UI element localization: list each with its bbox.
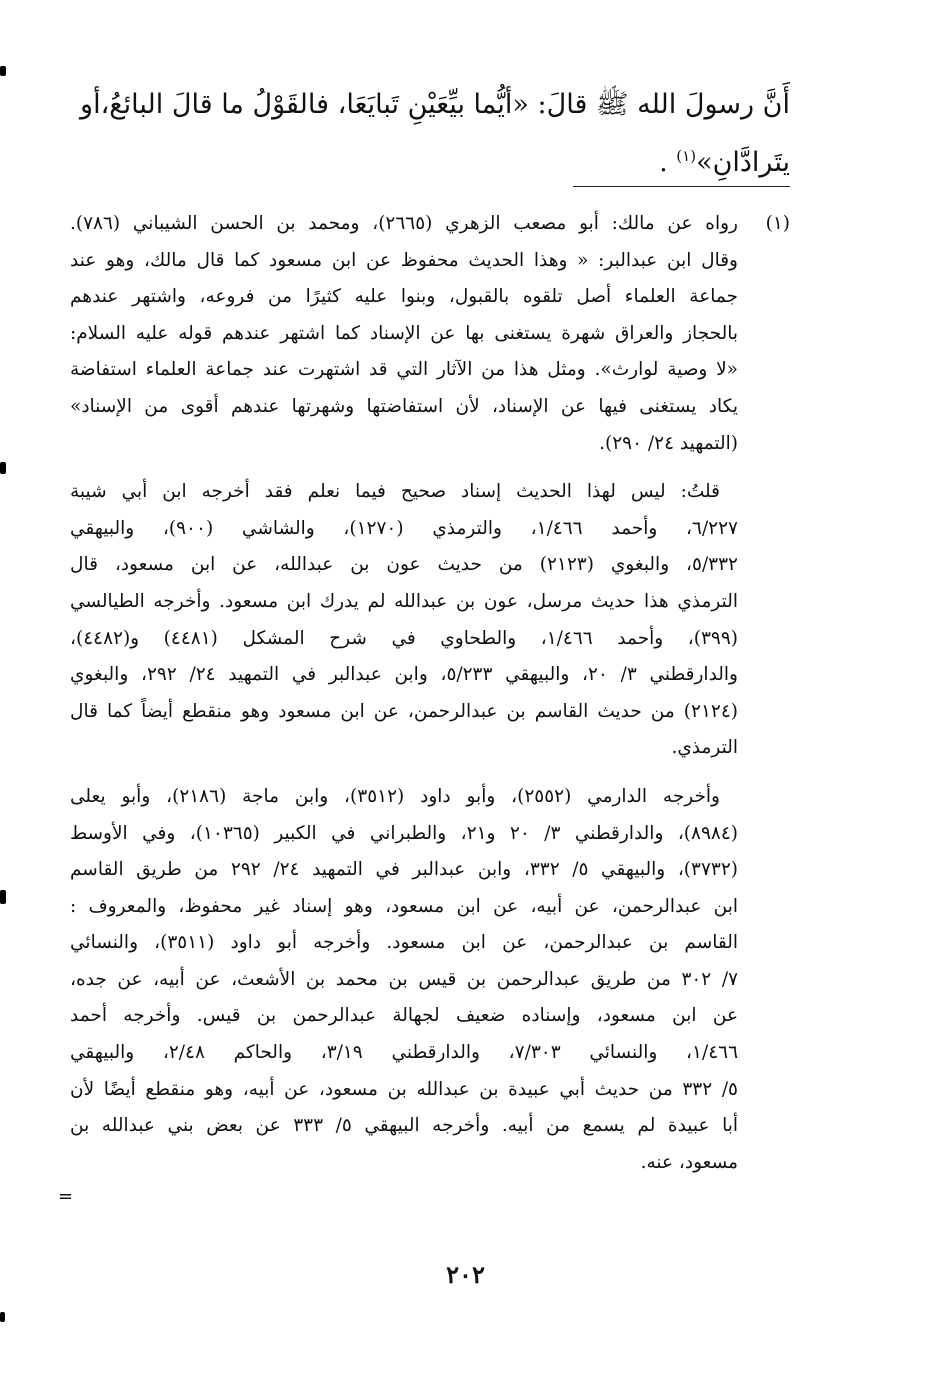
footnote-line: عن ابن مسعود، وإسناده ضعيف لجهالة عبدالرحمن بن قيس. وأخرجه أحمد (70, 1005, 738, 1027)
footnote-paragraph-3 (70, 779, 738, 1182)
page-number: ٢٠٢ (446, 1260, 485, 1289)
main-end-mark: . (659, 147, 668, 178)
scan-edge-mark (0, 462, 6, 474)
footnote-line: جماعة العلماء أصل تلقوه بالقبول، وبنوا عليه كثيرًا من فروعه، واشتهر عندهم (70, 286, 738, 308)
footnote-line: الترمذي. (671, 737, 738, 759)
footnote-line: أبا عبيدة لم يسمع من أبيه. وأخرجه البيهقي ٥/ ٣٣٣ عن بعض بني عبدالله بن (70, 1115, 738, 1137)
footnote-line: بالحجاز والعراق شهرة يستغنى بها عن الإسناد كما اشتهر عندهم قوله عليه السلام: (70, 322, 738, 344)
footnote-line: (٨٩٨٤)، والدارقطني ٣/ ٢٠ و٢١، والطبراني في الكبير (١٠٣٦٥)، وفي الأوسط (70, 822, 738, 844)
main-hadith-text (70, 76, 790, 192)
footnote-line: قلتُ: ليس لهذا الحديث إسناد صحيح فيما نعلم فقد أخرجه ابن أبي شيبة (70, 481, 720, 503)
scan-edge-mark (0, 890, 6, 904)
footnote-section (70, 206, 790, 1181)
footnote-separator (573, 186, 790, 187)
footnote-reference: (١) (676, 147, 697, 165)
footnote-line: ١/٤٦٦، والنسائي ٧/٣٠٣، والدارقطني ٣/١٩، والحاكم ٢/٤٨، والبيهقي (70, 1042, 738, 1064)
footnote-paragraph-1 (70, 206, 738, 462)
footnote-line: ابن عبدالرحمن، عن أبيه، عن ابن مسعود، وهو إسناد غير محفوظ، والمعروف : (70, 895, 738, 917)
main-text-line-2-text: يتَرادَّانِ» (696, 147, 790, 178)
footnote-line: يكاد يستغنى فيها عن الإسناد، لأن استفاضتها وشهرتها عندهم أقوى من الإسناد» (70, 395, 738, 417)
footnote-line: (التمهيد ٢٤/ ٢٩٠). (599, 432, 738, 454)
footnote-line: والدارقطني ٣/ ٢٠، والبيهقي ٥/٢٣٣، وابن عبدالبر في التمهيد ٢٤/ ٢٩٢، والبغوي (70, 664, 738, 686)
scan-edge-mark (0, 1312, 5, 1322)
footnote-line: ٦/٢٢٧، وأحمد ١/٤٦٦، والترمذي (١٢٧٠)، والشاشي (٩٠٠)، والبيهقي (70, 517, 738, 539)
footnote-line: وأخرجه الدارمي (٢٥٥٢)، وأبو داود (٣٥١٢)، وابن ماجة (٢١٨٦)، وأبو يعلى (70, 785, 720, 807)
footnote-line: رواه عن مالك: أبو مصعب الزهري (٢٦٦٥)، ومحمد بن الحسن الشيباني (٧٨٦). (70, 213, 738, 234)
footnote-line: (٣٩٩)، وأحمد ١/٤٦٦، والطحاوي في شرح المشكل (٤٤٨١) و(٤٤٨٢)، (70, 627, 738, 649)
margin-mark: = (58, 1186, 74, 1207)
footnote-paragraph-2 (70, 474, 738, 767)
footnote-number: (١) (765, 213, 790, 234)
footnote-line: (٣٧٣٢)، والبيهقي ٥/ ٣٣٢، وابن عبدالبر في التمهيد ٢٤/ ٢٩٢ من طريق القاسم (70, 859, 738, 881)
footnote-line: وقال ابن عبدالبر: « وهذا الحديث محفوظ عن ابن مسعود كما قال مالك، وهو عند (70, 249, 738, 271)
scan-edge-mark (0, 66, 6, 76)
footnote-line: القاسم بن عبدالرحمن، عن ابن مسعود. وأخرجه أبو داود (٣٥١١)، والنسائي (70, 932, 738, 954)
footnote-1 (70, 206, 790, 1181)
main-text-line-2 (70, 134, 790, 192)
footnote-line: ٥/٣٣٢، والبغوي (٢١٢٣) من حديث عون بن عبدالله، عن ابن مسعود، قال (70, 554, 738, 576)
footnote-line: ٥/ ٣٣٢ من حديث أبي عبيدة بن عبدالله بن مسعود، عن أبيه، وهو منقطع أيضًا لأن (70, 1078, 738, 1100)
footnote-line: «لا وصية لوارث». ومثل هذا من الآثار التي قد اشتهرت عند جماعة العلماء استفاضة (70, 359, 738, 381)
footnote-line: مسعود، عنه. (640, 1151, 738, 1173)
main-text-line-1: أَنَّ رسولَ الله ﷺ قالَ: «أيُّما بيِّعَيْنِ تَبايَعَا، فالقَوْلُ ما قالَ البائعُ،أو (80, 89, 790, 120)
footnote-line: (٢١٢٤) من حديث القاسم بن عبدالرحمن، عن ابن مسعود وهو منقطع أيضاً كما قال (70, 700, 738, 722)
footnote-line: الترمذي هذا حديث مرسل، عون بن عبدالله لم يدرك ابن مسعود. وأخرجه الطيالسي (70, 590, 738, 612)
footnote-line: ٧/ ٣٠٢ من طريق عبدالرحمن بن قيس بن محمد بن الأشعث، عن أبيه، عن جده، (70, 968, 738, 990)
